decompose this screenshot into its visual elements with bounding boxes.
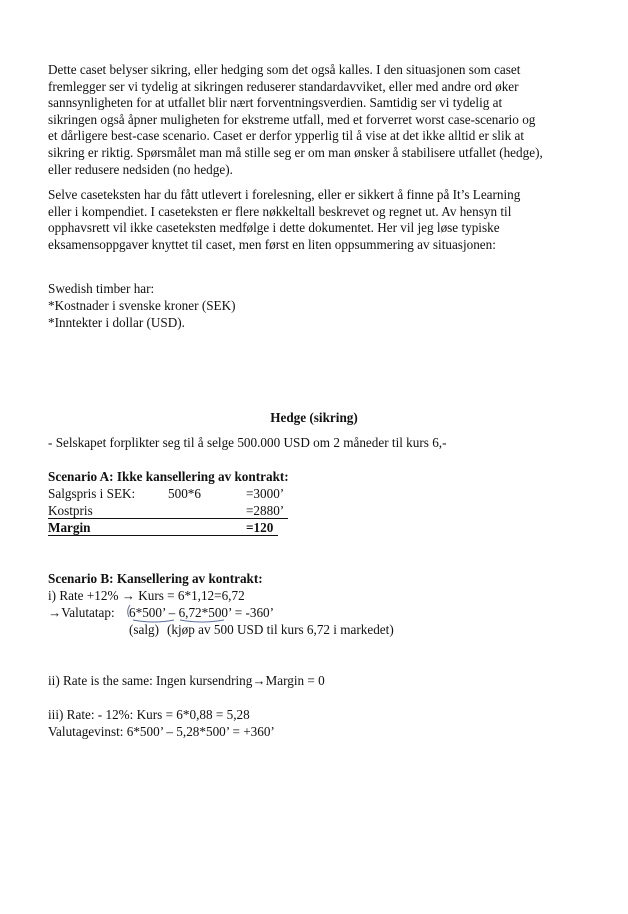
text-line: sikring er riktig. Spørsmålet man må stille seg er om man ønsker å stabilisere utfallet (hedge), [48,144,543,160]
scenario-b-case-2: ii) Rate is the same: Ingen kursendring→Margin = 0 [48,673,325,688]
scenario-a-title: Scenario A: Ikke kansellering av kontrakt: [48,469,289,484]
summary-costs: *Kostnader i svenske kroner (SEK) [48,298,236,313]
underline-divider [48,518,288,519]
valutatap-label: →Valutatap: [48,605,115,620]
scenario-b-case-1: i) Rate +12% → Kurs = 6*1,12=6,72 [48,588,245,603]
scenario-a-value-margin: =120 [246,520,274,535]
summary-heading: Swedish timber har: [48,281,155,296]
scenario-a-label-cost: Kostpris [48,503,93,518]
summary-income: *Inntekter i dollar (USD). [48,315,185,330]
underline-divider [48,535,278,536]
text-line: Selve caseteksten har du fått utlevert i forelesning, eller er sikkert å finne på It’s Learning [48,187,521,202]
text-line: Dette caset belyser sikring, eller hedging som det også kalles. I den situasjonen som caset [48,62,521,77]
hedge-commitment: - Selskapet forplikter seg til å selge 500.000 USD om 2 måneder til kurs 6,- [48,435,447,450]
intro-paragraph-1 [48,62,568,178]
scenario-b-case-3-gain: Valutagevinst: 6*500’ – 5,28*500’ = +360’ [48,724,275,739]
text-line: fremlegger ser vi tydelig at sikringen reduserer standardavviket, eller med andre ord øker [48,78,519,94]
scenario-a-label-margin: Margin [48,520,91,535]
text-line: sikringen også åpner muligheten for ekstreme utfall, med et forverret worst case-scenario og [48,111,536,127]
scenario-a-value-sales: =3000’ [246,486,285,501]
valutatap-formula: 6*500’ – 6,72*500’ = -360’ [129,605,275,620]
note-buy: (kjøp av 500 USD til kurs 6,72 i markedet) [167,622,394,637]
text-line: sannsynligheten for at utfallet blir nært forventningsverdien. Samtidig ser vi tydelig at [48,95,503,111]
text-line: et dårligere best-case scenario. Caset er derfor ypperlig til å vise at det ikke alltid er slik at [48,128,525,144]
text-line: opphavsrett vil ikke caseteksten medfølge i dette dokumentet. Her vil jeg løse typiske [48,220,500,236]
text-line: eller redusere nedsiden (no hedge). [48,161,233,177]
scenario-a-calc-sales: 500*6 [168,486,201,501]
scenario-a-value-cost: =2880’ [246,503,285,518]
scenario-b-case-3: iii) Rate: - 12%: Kurs = 6*0,88 = 5,28 [48,707,250,722]
note-sale: (salg) [129,622,160,637]
text-line: eller i kompendiet. I caseteksten er flere nøkkeltall beskrevet og regnet ut. Av hensyn til [48,203,512,219]
scenario-a-label-sales: Salgspris i SEK: [48,486,136,501]
hedge-title: Hedge (sikring) [270,410,358,425]
intro-paragraph-2 [48,187,568,253]
text-line: eksamensoppgaver knyttet til caset, men først en liten oppsummering av situasjonen: [48,236,496,252]
scenario-b-title: Scenario B: Kansellering av kontrakt: [48,571,263,586]
